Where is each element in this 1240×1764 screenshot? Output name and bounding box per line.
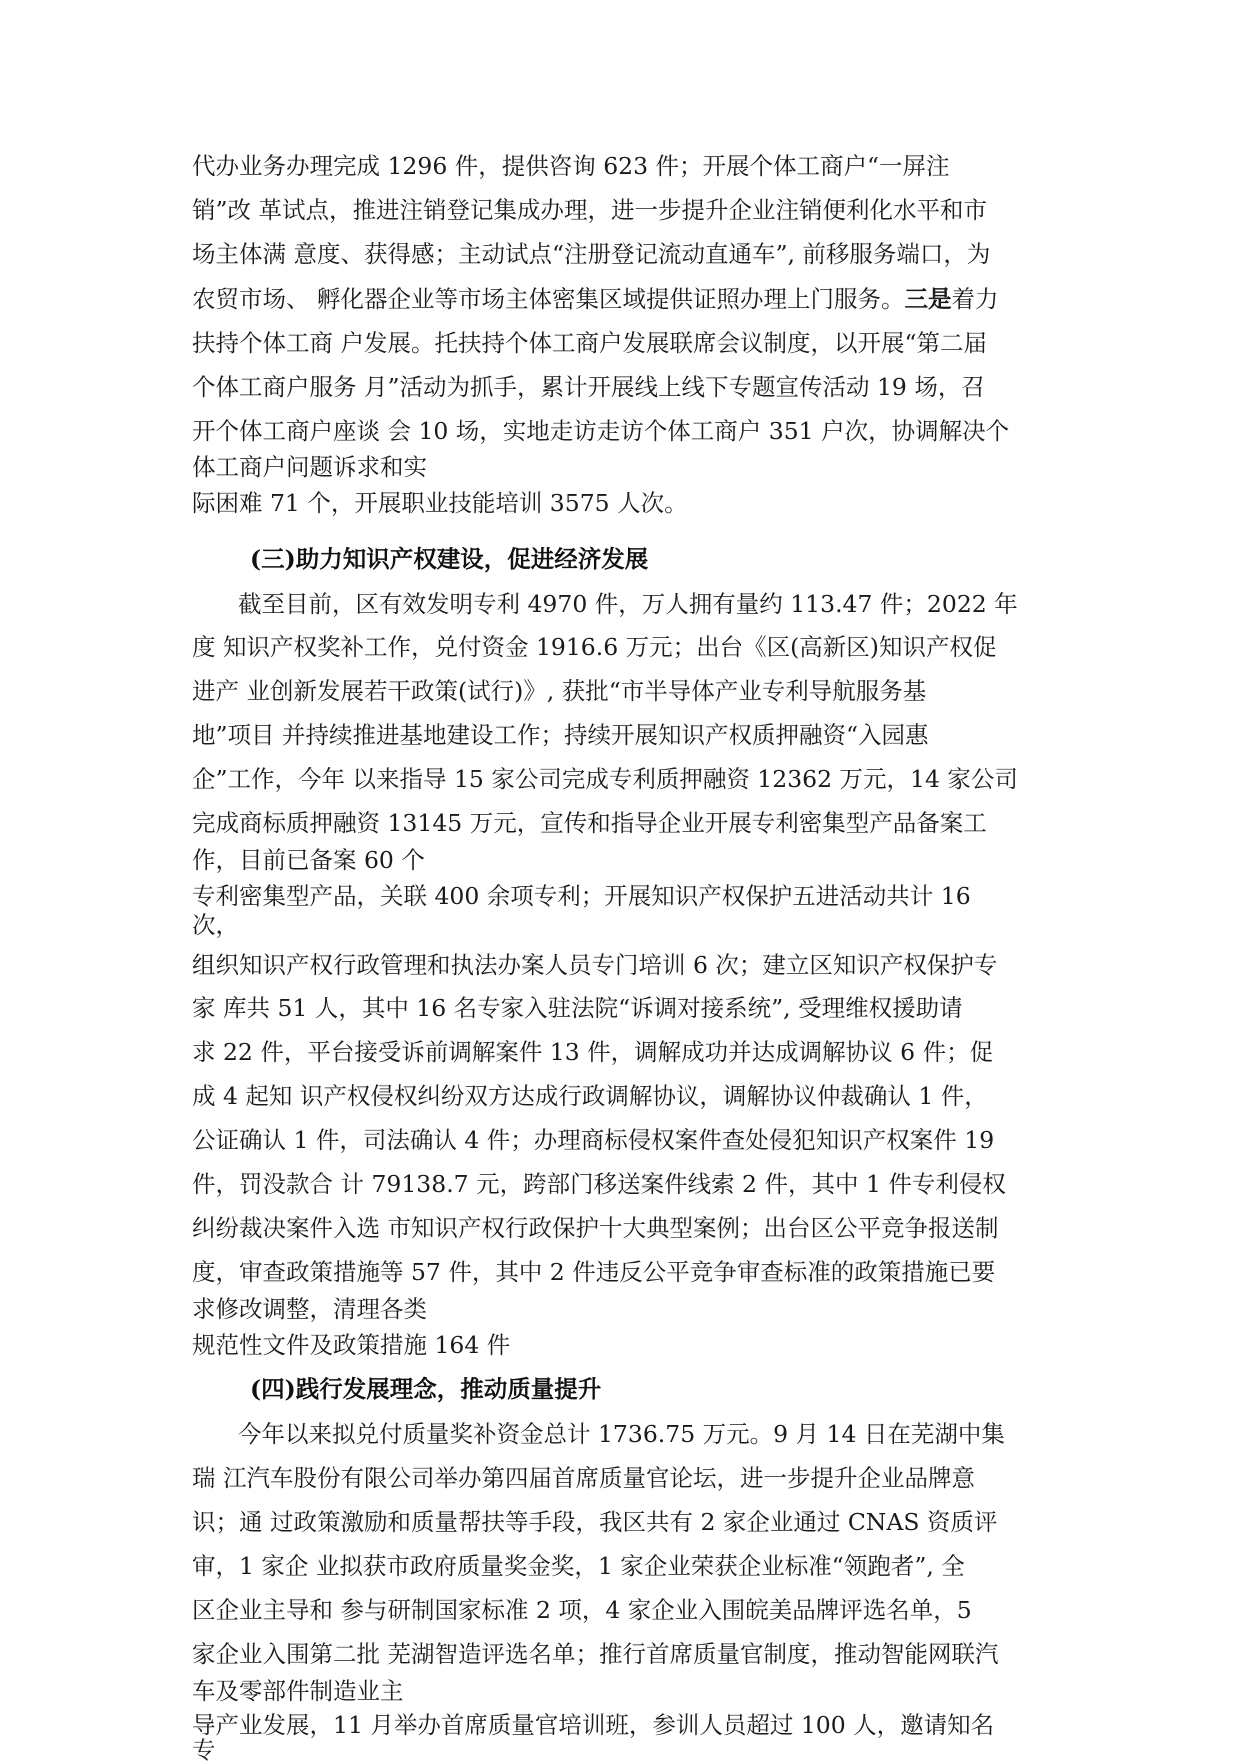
text-line: 公证确认 1 件，司法确认 4 件；办理商标侵权案件查处侵犯知识产权案件 19 [192, 1126, 995, 1154]
text-line: 瑞 江汽车股份有限公司举办第四届首席质量官论坛，进一步提升企业品牌意 [192, 1464, 975, 1492]
section-heading-4: (四)践行发展理念，推动质量提升 [250, 1375, 602, 1403]
section-heading-3: (三)助力知识产权建设，促进经济发展 [250, 545, 649, 573]
text-line: 专 [192, 1736, 216, 1764]
text-line: 专利密集型产品，关联 400 余项专利；开展知识产权保护五进活动共计 16 [192, 882, 971, 910]
text-line: 扶持个体工商 户发展。托扶持个体工商户发展联席会议制度，以开展“第二届 [192, 329, 987, 357]
text-line-with-emphasis [192, 285, 998, 313]
text-line: 代办业务办理完成 1296 件，提供咨询 623 件；开展个体工商户“一屏注 [192, 152, 950, 180]
text-line: 区企业主导和 参与研制国家标准 2 项，4 家企业入围皖美品牌评选名单，5 [192, 1596, 972, 1624]
text-segment: 着力 [951, 285, 999, 313]
text-line: 体工商户问题诉求和实 [192, 453, 427, 481]
text-line: 求 22 件，平台接受诉前调解案件 13 件，调解成功并达成调解协议 6 件；促 [192, 1038, 994, 1066]
text-line: 家企业入围第二批 芜湖智造评选名单；推行首席质量官制度，推动智能网联汽 [192, 1640, 999, 1668]
text-line: 地”项目 并持续推进基地建设工作；持续开展知识产权质押融资“入园惠 [192, 721, 929, 749]
text-line: 组织知识产权行政管理和执法办案人员专门培训 6 次；建立区知识产权保护专 [192, 951, 998, 979]
text-line: 家 库共 51 人，其中 16 名专家入驻法院“诉调对接系统”, 受理维权援助请 [192, 994, 963, 1022]
text-line: 进产 业创新发展若干政策(试行)》, 获批“市半导体产业专利导航服务基 [192, 677, 927, 705]
text-line: 个体工商户服务 月”活动为抓手，累计开展线上线下专题宣传活动 19 场，召 [192, 373, 985, 401]
text-line: 导产业发展，11 月举办首席质量官培训班，参训人员超过 100 人，邀请知名 [192, 1711, 995, 1739]
text-line: 度 知识产权奖补工作，兑付资金 1916.6 万元；出台《区(高新区)知识产权促 [192, 633, 997, 661]
text-line: 求修改调整，清理各类 [192, 1295, 427, 1323]
text-line: 作，目前已备案 60 个 [192, 846, 425, 874]
text-line: 规范性文件及政策措施 164 件 [192, 1331, 511, 1359]
text-line: 识；通 过政策激励和质量帮扶等手段，我区共有 2 家企业通过 CNAS 资质评 [192, 1508, 998, 1536]
text-line: 度，审查政策措施等 57 件，其中 2 件违反公平竞争审查标准的政策措施已要 [192, 1258, 996, 1286]
text-line: 纠纷裁决案件入选 市知识产权行政保护十大典型案例；出台区公平竞争报送制 [192, 1214, 999, 1242]
paragraph-first-line: 今年以来拟兑付质量奖补资金总计 1736.75 万元。9 月 14 日在芜湖中集 [238, 1420, 1005, 1448]
text-line: 销”改 革试点，推进注销登记集成办理，进一步提升企业注销便利化水平和市 [192, 196, 987, 224]
text-line: 场主体满 意度、获得感；主动试点“注册登记流动直通车”, 前移服务端口，为 [192, 240, 991, 268]
text-line: 车及零部件制造业主 [192, 1677, 404, 1705]
text-segment: 农贸市场、 孵化器企业等市场主体密集区域提供证照办理上门服务。 [192, 285, 905, 313]
text-line: 次， [192, 911, 239, 939]
text-line: 际困难 71 个，开展职业技能培训 3575 人次。 [192, 489, 688, 517]
text-line: 开个体工商户座谈 会 10 场，实地走访走访个体工商户 351 户次，协调解决个 [192, 417, 1010, 445]
text-line: 完成商标质押融资 13145 万元，宣传和指导企业开展专利密集型产品备案工 [192, 809, 987, 837]
text-line: 企”工作，今年 以来指导 15 家公司完成专利质押融资 12362 万元，14 家公司 [192, 765, 1018, 793]
text-line: 成 4 起知 识产权侵权纠纷双方达成行政调解协议，调解协议仲裁确认 1 件， [192, 1082, 988, 1110]
text-line: 审，1 家企 业拟获市政府质量奖金奖，1 家企业荣获企业标准“领跑者”, 全 [192, 1552, 965, 1580]
text-line: 件，罚没款合 计 79138.7 元，跨部门移送案件线索 2 件，其中 1 件专利侵权 [192, 1170, 1006, 1198]
emphasis-phrase: 三是 [904, 285, 952, 313]
paragraph-first-line: 截至目前，区有效发明专利 4970 件，万人拥有量约 113.47 件；2022 年 [238, 590, 1018, 618]
